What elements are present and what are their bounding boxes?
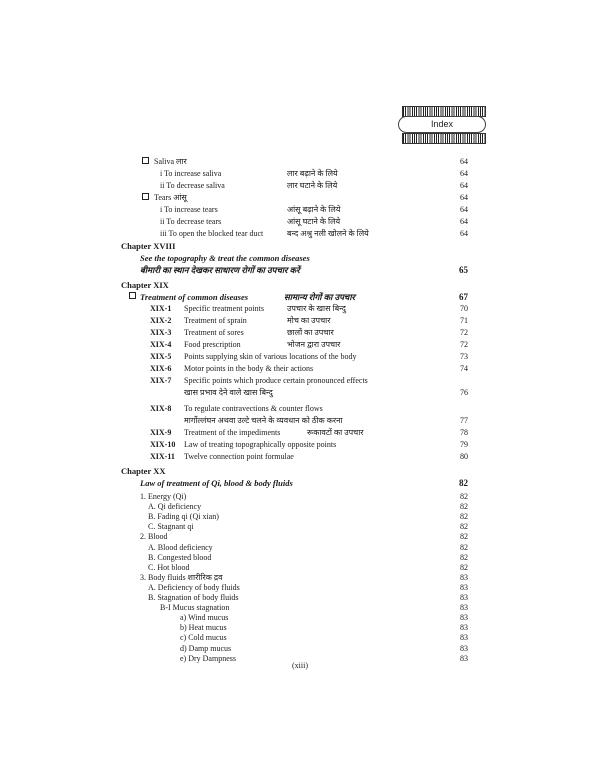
chapter-heading <box>0 466 600 476</box>
toc-label: a) Wind mucus <box>180 613 229 623</box>
toc-row <box>0 613 600 623</box>
toc-label: Tears आंसू <box>154 193 187 202</box>
toc-page: 65 <box>459 265 468 275</box>
toc-page: 82 <box>460 502 468 512</box>
toc-code: XIX-9 <box>150 428 172 437</box>
toc-label: i To increase tears <box>160 205 218 214</box>
toc-row <box>0 512 600 522</box>
index-header-tab <box>398 98 488 146</box>
toc-code: XIX-3 <box>150 328 172 337</box>
toc-page: 82 <box>460 552 468 562</box>
toc-label: Treatment of sprain <box>184 316 247 325</box>
toc-page: 83 <box>460 572 468 582</box>
toc-code: XIX-5 <box>150 352 172 361</box>
toc-row <box>0 492 600 502</box>
toc-code: XIX-6 <box>150 364 172 373</box>
toc-page: 76 <box>460 388 468 397</box>
toc-label: To regulate contravections & counter flows <box>184 404 323 413</box>
page-number: (xiii) <box>292 661 308 670</box>
toc-hindi: रूकावटों का उपचार <box>307 428 364 437</box>
toc-page: 64 <box>460 193 468 202</box>
toc-label: Law of treating topographically opposite points <box>184 440 337 449</box>
toc-page: 83 <box>460 582 468 592</box>
toc-row <box>0 404 600 414</box>
toc-page: 83 <box>460 653 468 663</box>
toc-page: 64 <box>460 205 468 214</box>
toc-row-chapter18-hi <box>0 265 600 275</box>
toc-label: Points supplying skin of various locations of the body <box>184 352 357 361</box>
toc-label: Treatment of the impediments <box>184 428 281 437</box>
toc-row <box>0 229 600 239</box>
toc-page: 72 <box>460 328 468 337</box>
section-title-hindi: सामान्य रोगों का उपचार <box>284 292 356 302</box>
toc-page: 82 <box>460 492 468 501</box>
toc-row-chapter20 <box>0 478 600 488</box>
toc-label: C. Stagnant qi <box>148 522 194 532</box>
toc-row-saliva <box>0 157 600 167</box>
toc-code: XIX-7 <box>150 376 172 385</box>
toc-label: Treatment of sores <box>184 328 244 337</box>
checkbox-icon <box>129 292 136 299</box>
toc-label: 1. Energy (Qi) <box>140 492 187 501</box>
toc-page: 71 <box>460 316 468 325</box>
toc-page: 72 <box>460 340 468 349</box>
toc-label: Specific treatment points <box>184 304 264 313</box>
toc-label: B. Stagnation of body fluids <box>148 593 239 602</box>
toc-label: A. Blood deficiency <box>148 542 213 552</box>
checkbox-icon <box>142 193 149 200</box>
toc-label: 3. Body fluids शारीरिक द्रव <box>140 572 223 582</box>
toc-row <box>0 217 600 227</box>
toc-row <box>0 553 600 563</box>
toc-label: Saliva लार <box>154 157 187 166</box>
toc-page: 82 <box>460 522 468 532</box>
toc-row <box>0 328 600 338</box>
toc-page: 79 <box>460 440 468 449</box>
checkbox-icon <box>142 157 149 164</box>
chapter-heading <box>0 280 600 290</box>
toc-hindi: मार्गोल्लंघन अथवा उल्टे चलने के व्यवधान को ठीक करना <box>184 416 343 425</box>
index-label: Index <box>398 116 486 133</box>
toc-row <box>0 169 600 179</box>
toc-code: XIX-11 <box>150 452 175 461</box>
toc-page: 64 <box>460 217 468 226</box>
toc-page: 78 <box>460 428 468 437</box>
toc-code: XIX-2 <box>150 316 172 325</box>
toc-row <box>0 340 600 350</box>
toc-label: A. Qi deficiency <box>148 502 202 512</box>
section-title: Treatment of common diseases <box>140 292 249 302</box>
toc-row-continued <box>0 388 600 398</box>
toc-row <box>0 543 600 553</box>
toc-page: 67 <box>459 292 468 302</box>
toc-hindi: बन्द अश्रु नली खोलने के लिये <box>287 229 369 238</box>
toc-row-chapter19 <box>0 292 600 302</box>
toc-code: XIX-1 <box>150 304 172 313</box>
chapter-title: Chapter XIX <box>121 280 169 290</box>
toc-hindi: आंसू घटाने के लिये <box>287 217 341 226</box>
toc-row <box>0 440 600 450</box>
toc-row <box>0 532 600 542</box>
toc-hindi: छालों का उपचार <box>287 328 334 337</box>
toc-label: iii To open the blocked tear duct <box>160 229 264 238</box>
toc-label: C. Hot blood <box>148 562 190 572</box>
toc-label: B. Congested blood <box>148 552 212 562</box>
toc-hindi: लार बढ़ाने के लिये <box>287 169 338 178</box>
chapter-title: Chapter XX <box>121 466 166 476</box>
toc-row <box>0 623 600 633</box>
toc-page: 82 <box>460 562 468 572</box>
toc-row <box>0 316 600 326</box>
toc-page: 70 <box>460 304 468 313</box>
toc-row-continued <box>0 416 600 426</box>
toc-row <box>0 205 600 215</box>
toc-page: 83 <box>460 613 468 623</box>
toc-hindi: उपचार के खास बिन्दु <box>287 304 346 313</box>
toc-page: 82 <box>460 542 468 552</box>
toc-label: B-I Mucus stagnation <box>160 603 230 613</box>
toc-page: 64 <box>460 229 468 238</box>
toc-row-tears <box>0 193 600 203</box>
section-title: Law of treatment of Qi, blood & body fluids <box>140 478 293 488</box>
toc-row <box>0 563 600 573</box>
toc-label: Twelve connection point formulae <box>184 452 294 461</box>
toc-row <box>0 593 600 603</box>
toc-page: 82 <box>460 532 468 542</box>
barcode-stripe-bottom <box>402 133 486 144</box>
toc-row <box>0 502 600 512</box>
toc-row <box>0 603 600 613</box>
toc-label: d) Damp mucus <box>180 643 232 653</box>
toc-label: b) Heat mucus <box>180 623 227 633</box>
toc-label: c) Cold mucus <box>180 633 227 643</box>
toc-label: Specific points which produce certain pronounced effects <box>184 376 368 385</box>
toc-label: e) Dry Dampness <box>180 653 236 663</box>
toc-row <box>0 644 600 654</box>
toc-page: 77 <box>460 416 468 425</box>
toc-row <box>0 583 600 593</box>
toc-row <box>0 181 600 191</box>
toc-label: B. Fading qi (Qi xian) <box>148 512 219 522</box>
toc-hindi: भोजन द्वारा उपचार <box>287 340 341 349</box>
toc-page: 83 <box>460 593 468 602</box>
toc-hindi: मोच का उपचार <box>287 316 331 325</box>
toc-row <box>0 522 600 532</box>
toc-label: Motor points in the body & their actions <box>184 364 314 373</box>
toc-hindi: आंसू बढ़ाने के लिये <box>287 205 341 214</box>
toc-code: XIX-4 <box>150 340 172 349</box>
section-title: See the topography & treat the common diseases <box>140 253 310 263</box>
toc-row <box>0 376 600 386</box>
toc-row <box>0 452 600 462</box>
toc-page: 82 <box>460 512 468 522</box>
toc-row <box>0 573 600 583</box>
toc-page: 83 <box>460 623 468 633</box>
toc-row <box>0 364 600 374</box>
toc-code: XIX-8 <box>150 404 172 413</box>
toc-page: 73 <box>460 352 468 361</box>
toc-page: 64 <box>460 181 468 190</box>
toc-hindi: खास प्रभाव देने वाले खास बिन्दु <box>184 388 273 397</box>
toc-hindi: लार घटाने के लिये <box>287 181 338 190</box>
toc-page: 64 <box>460 169 468 178</box>
toc-label: ii To decrease saliva <box>160 181 225 190</box>
toc-page: 64 <box>460 157 468 166</box>
toc-row <box>0 304 600 314</box>
toc-label: Food prescription <box>184 340 241 349</box>
toc-code: XIX-10 <box>150 440 176 449</box>
toc-label: i To increase saliva <box>160 169 222 178</box>
toc-row <box>0 428 600 438</box>
toc-page: 80 <box>460 452 468 461</box>
toc-page: 83 <box>460 603 468 613</box>
toc-row <box>0 352 600 362</box>
toc-page: 74 <box>460 364 468 373</box>
chapter-title: Chapter XVIII <box>121 241 176 251</box>
chapter-heading <box>0 241 600 251</box>
toc-label: A. Deficiency of body fluids <box>148 582 240 592</box>
toc-row <box>0 633 600 643</box>
toc-row-chapter18 <box>0 253 600 263</box>
toc-page: 83 <box>460 643 468 653</box>
toc-page: 82 <box>459 478 468 488</box>
toc-page: 83 <box>460 633 468 643</box>
toc-label: 2. Blood <box>140 532 168 542</box>
toc-label: ii To decrease tears <box>160 217 222 226</box>
section-title-hindi: बीमारी का स्थान देखकर साधारण रोगों का उपचार करें <box>140 265 300 275</box>
